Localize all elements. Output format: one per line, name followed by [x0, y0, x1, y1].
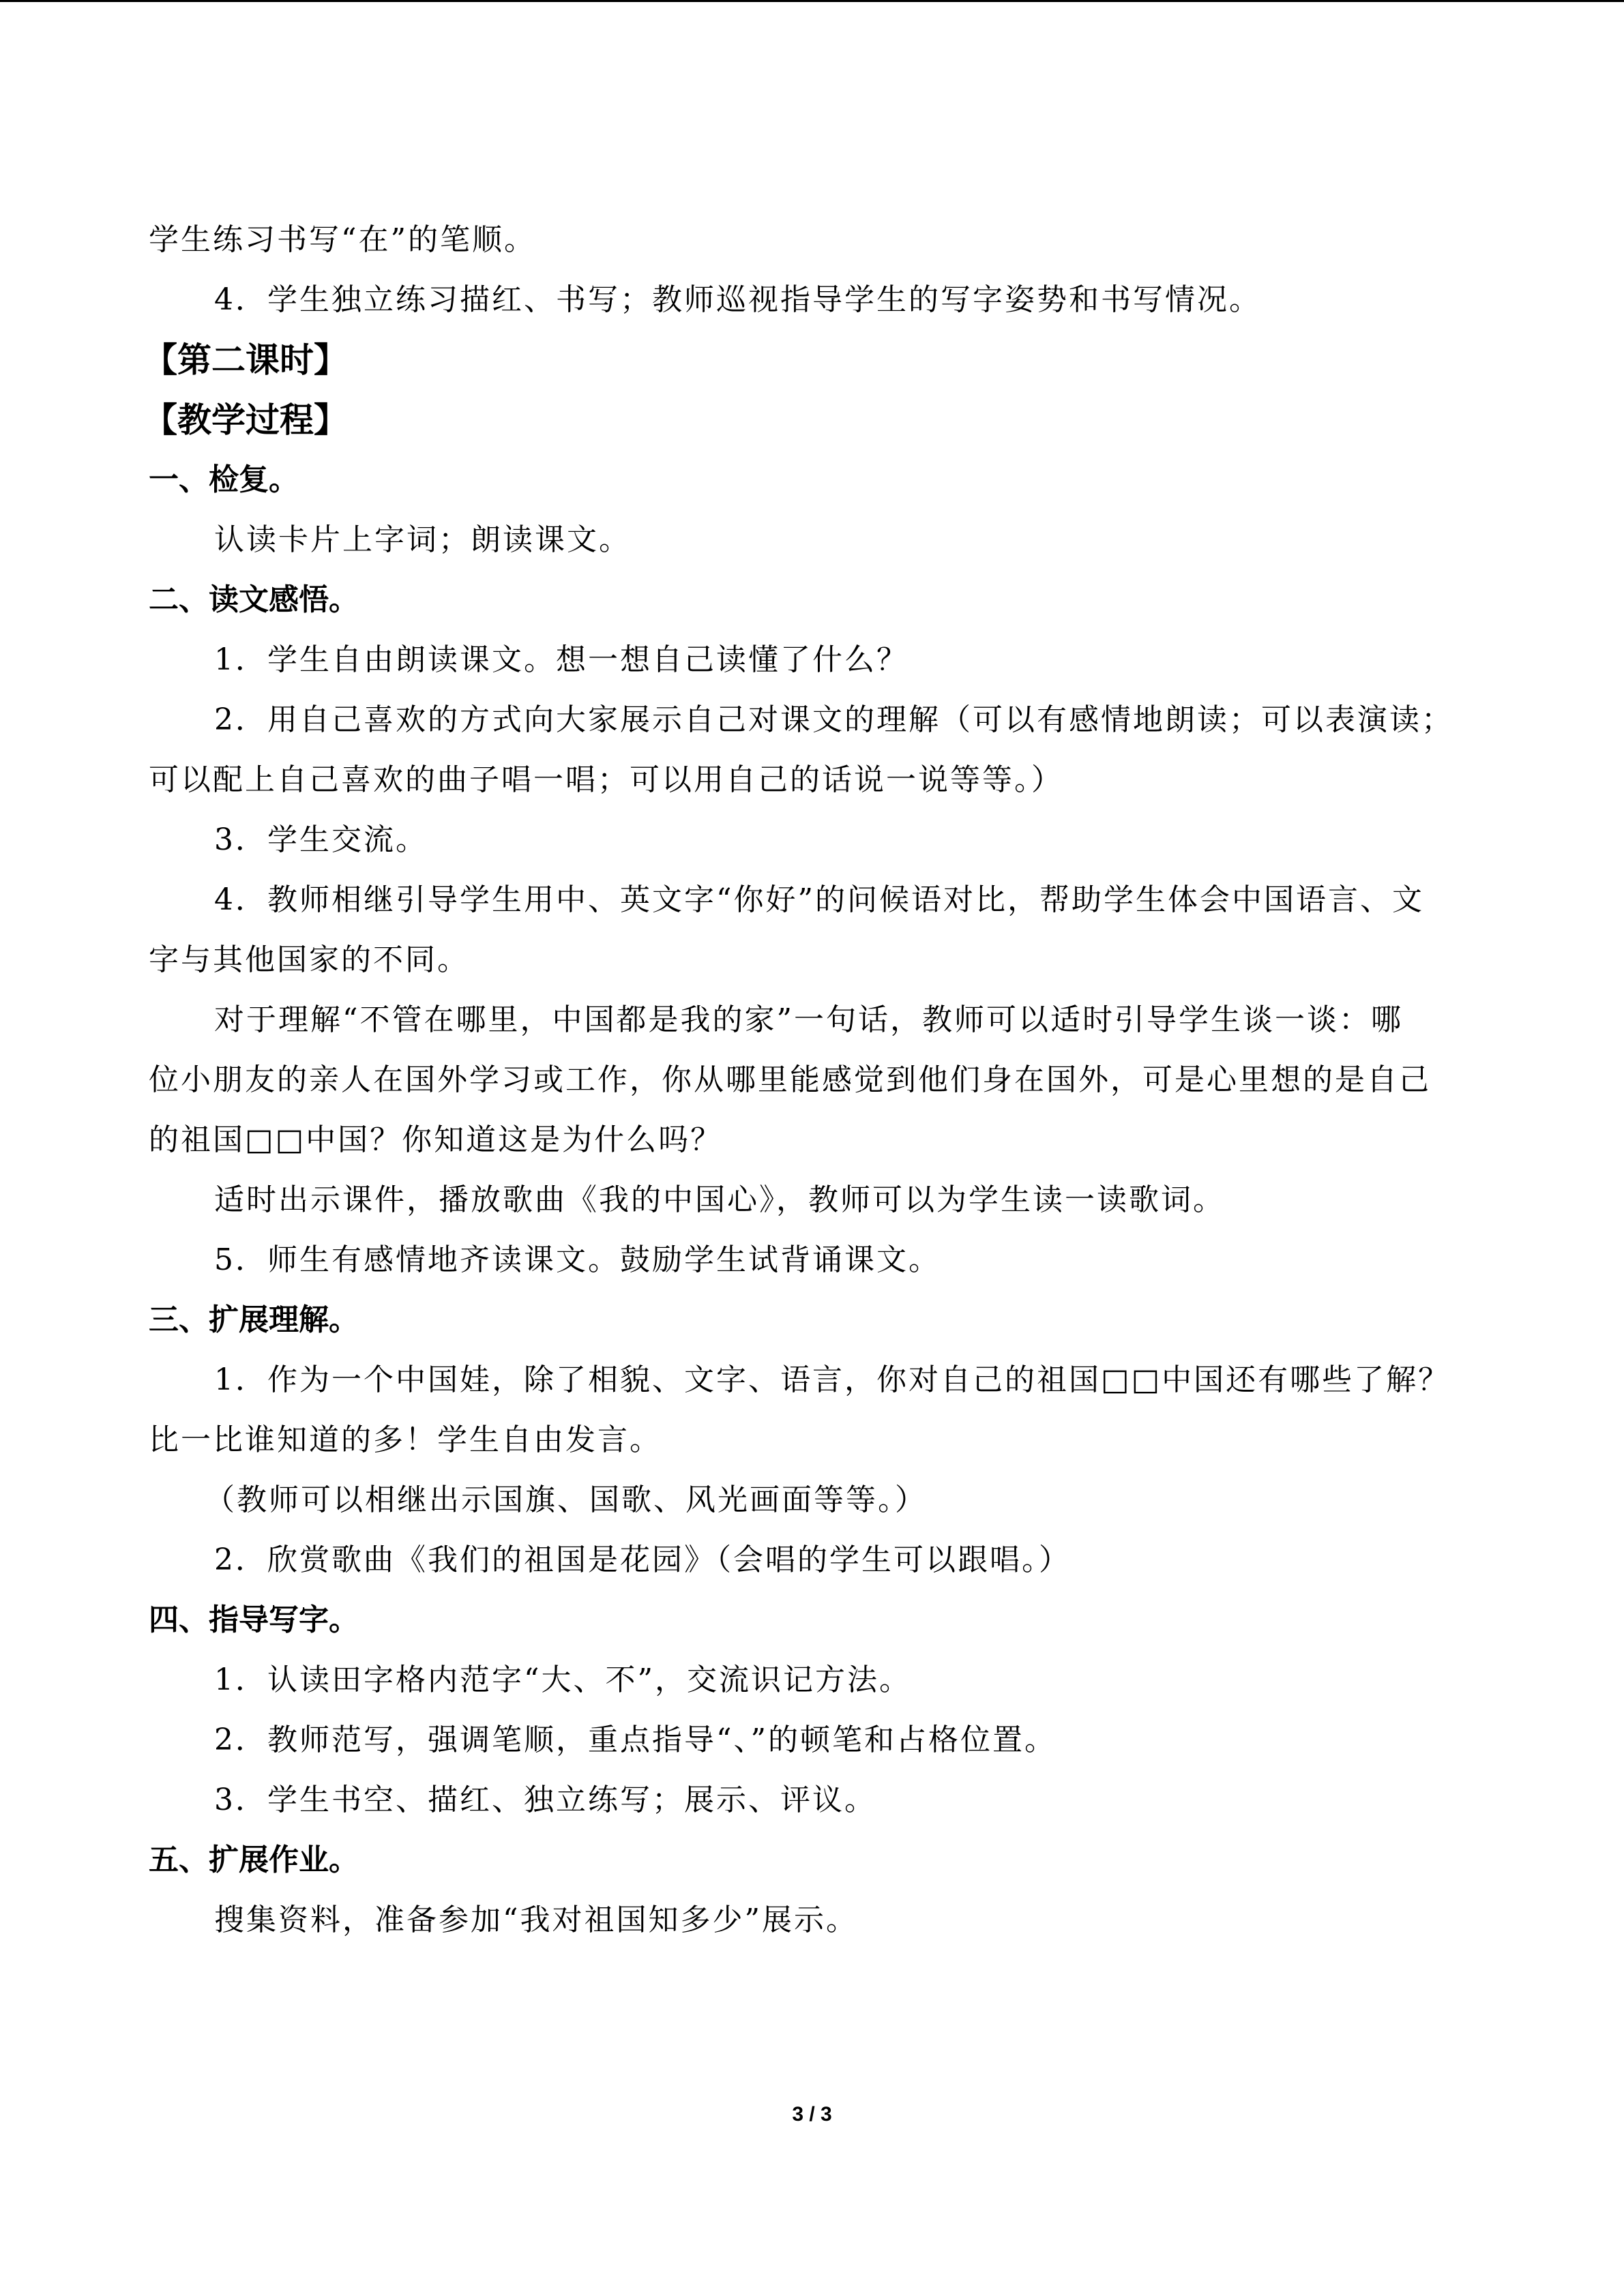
list-item: 2．欣赏歌曲《我们的祖国是花园》（会唱的学生可以跟唱。） [214, 1542, 1071, 1577]
section-heading-extend: 三、扩展理解。 [149, 1302, 359, 1337]
list-item: 5．师生有感情地齐读课文。鼓励学生试背诵课文。 [214, 1242, 941, 1277]
paragraph-line: 搜集资料，准备参加“我对祖国知多少”展示。 [214, 1903, 858, 1937]
list-item: 2．教师范写，强调笔顺，重点指导“、”的顿笔和占格位置。 [214, 1723, 1057, 1757]
section-heading-review: 一、检复。 [149, 462, 299, 497]
list-item: 1．作为一个中国娃，除了相貌、文字、语言，你对自己的祖国□□中国还有哪些了解？ [214, 1362, 1451, 1397]
paragraph-continuation: 字与其他国家的不同。 [149, 942, 469, 977]
lesson-period-heading: 【第二课时】 [143, 340, 348, 380]
paragraph-line: 认读卡片上字词；朗读课文。 [214, 522, 631, 557]
section-heading-writing: 四、指导写字。 [149, 1602, 359, 1637]
paragraph-line: 对于理解“不管在哪里，中国都是我的家”一句话，教师可以适时引导学生谈一谈：哪 [214, 1002, 1403, 1037]
paragraph-note: （教师可以相继出示国旗、国歌、风光画面等等。） [205, 1482, 927, 1517]
paragraph-line: 适时出示课件，播放歌曲《我的中国心》，教师可以为学生读一读歌词。 [214, 1182, 1225, 1217]
document-body [143, 210, 1475, 1950]
list-item: 4．教师相继引导学生用中、英文字“你好”的问候语对比，帮助学生体会中国语言、文 [214, 882, 1424, 917]
list-item: 2．用自己喜欢的方式向大家展示自己对课文的理解（可以有感情地朗读；可以表演读； [214, 702, 1453, 737]
paragraph-continuation: 可以配上自己喜欢的曲子唱一唱；可以用自己的话说一说等等。） [149, 762, 1063, 797]
section-heading-homework: 五、扩展作业。 [149, 1843, 359, 1877]
paragraph-continuation: 位小朋友的亲人在国外学习或工作，你从哪里能感觉到他们身在国外，可是心里想的是自己 [149, 1062, 1431, 1097]
paragraph-continuation: 的祖国□□中国？你知道这是为什么吗？ [149, 1122, 723, 1157]
list-item: 1．学生自由朗读课文。想一想自己读懂了什么？ [214, 642, 909, 677]
top-border-line [0, 0, 1624, 2]
teaching-process-heading: 【教学过程】 [143, 400, 348, 440]
paragraph-line: 学生练习书写“在”的笔顺。 [149, 222, 536, 257]
section-heading-reading: 二、读文感悟。 [149, 582, 359, 617]
paragraph-continuation: 比一比谁知道的多！学生自由发言。 [149, 1422, 662, 1457]
list-item: 1．认读田字格内范字“大、不”，交流识记方法。 [214, 1663, 911, 1697]
list-item: 3．学生书空、描红、独立练写；展示、评议。 [214, 1783, 876, 1817]
list-item: 3．学生交流。 [214, 822, 428, 857]
list-item-step-4: 4．学生独立练习描红、书写；教师巡视指导学生的写字姿势和书写情况。 [214, 282, 1261, 317]
page-number: 3 / 3 [792, 2103, 832, 2126]
